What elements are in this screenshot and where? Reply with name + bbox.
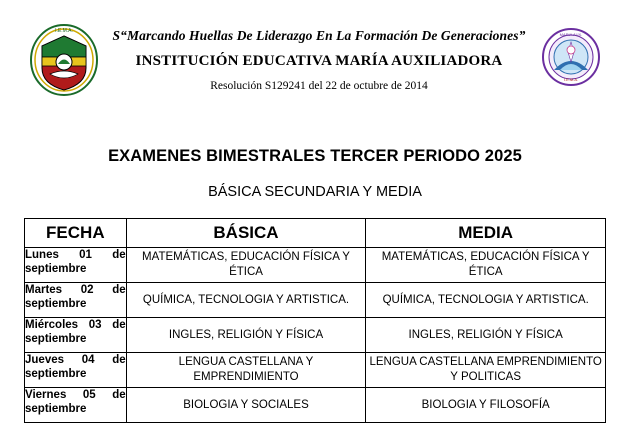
cell-basica: LENGUA CASTELLANA Y EMPRENDIMIENTO: [126, 353, 366, 388]
cell-media: QUÍMICA, TECNOLOGIA Y ARTISTICA.: [366, 283, 606, 318]
table-row: [25, 283, 606, 318]
column-header-fecha: FECHA: [25, 219, 127, 248]
school-slogan: S“Marcando Huellas De Liderazgo En La Formación De Generaciones”: [112, 28, 526, 43]
cell-date: [25, 353, 127, 388]
cell-date-month: septiembre: [25, 298, 87, 310]
column-header-basica: BÁSICA: [126, 219, 366, 248]
table-row: [25, 318, 606, 353]
cell-date-day: Jueves 04 de: [25, 354, 126, 366]
cell-date: [25, 248, 127, 283]
exams-table: [24, 218, 606, 423]
cell-media: INGLES, RELIGIÓN Y FÍSICA: [366, 318, 606, 353]
page-title: EXAMENES BIMESTRALES TERCER PERIODO 2025: [108, 147, 522, 165]
cell-date-day: Miércoles 03 de: [25, 319, 126, 331]
resolution-line: Resolución S129241 del 22 de octubre de 2014: [210, 80, 428, 92]
cell-media: MATEMÁTICAS, EDUCACIÓN FÍSICA Y ÉTICA: [366, 248, 606, 283]
cell-date-month: septiembre: [25, 333, 87, 345]
cell-date: [25, 283, 127, 318]
exams-table-wrapper: [24, 218, 606, 423]
cell-date-month: septiembre: [25, 403, 87, 415]
cell-basica: BIOLOGIA Y SOCIALES: [126, 388, 366, 423]
cell-media: BIOLOGIA Y FILOSOFÍA: [366, 388, 606, 423]
svg-text:MARIA AUX.: MARIA AUX.: [559, 32, 583, 37]
cell-date-month: septiembre: [25, 368, 87, 380]
document-header: [0, 0, 630, 110]
column-header-media: MEDIA: [366, 219, 606, 248]
cell-basica: QUÍMICA, TECNOLOGIA Y ARTISTICA.: [126, 283, 366, 318]
institution-name: INSTITUCIÓN EDUCATIVA MARÍA AUXILIADORA: [135, 53, 503, 69]
cell-media: LENGUA CASTELLANA EMPRENDIMIENTO Y POLITICAS: [366, 353, 606, 388]
cell-basica: MATEMÁTICAS, EDUCACIÓN FÍSICA Y ÉTICA: [126, 248, 366, 283]
svg-text:I.E.M.A.: I.E.M.A.: [563, 77, 579, 82]
table-row: [25, 353, 606, 388]
table-header-row: [25, 219, 606, 248]
svg-text:I.E.M.A.: I.E.M.A.: [55, 28, 73, 34]
table-row: [25, 248, 606, 283]
header-text-block: [108, 28, 530, 92]
cell-date-day: Martes 02 de: [25, 284, 126, 296]
school-crest-right-icon: [542, 28, 600, 86]
cell-date: [25, 388, 127, 423]
cell-date-day: Viernes 05 de: [25, 389, 126, 401]
school-crest-left-icon: [30, 24, 98, 96]
cell-date-month: septiembre: [25, 263, 87, 275]
page-subtitle: BÁSICA SECUNDARIA Y MEDIA: [208, 184, 422, 200]
cell-date-day: Lunes 01 de: [25, 249, 126, 261]
cell-date: [25, 318, 127, 353]
table-row: [25, 388, 606, 423]
cell-basica: INGLES, RELIGIÓN Y FÍSICA: [126, 318, 366, 353]
